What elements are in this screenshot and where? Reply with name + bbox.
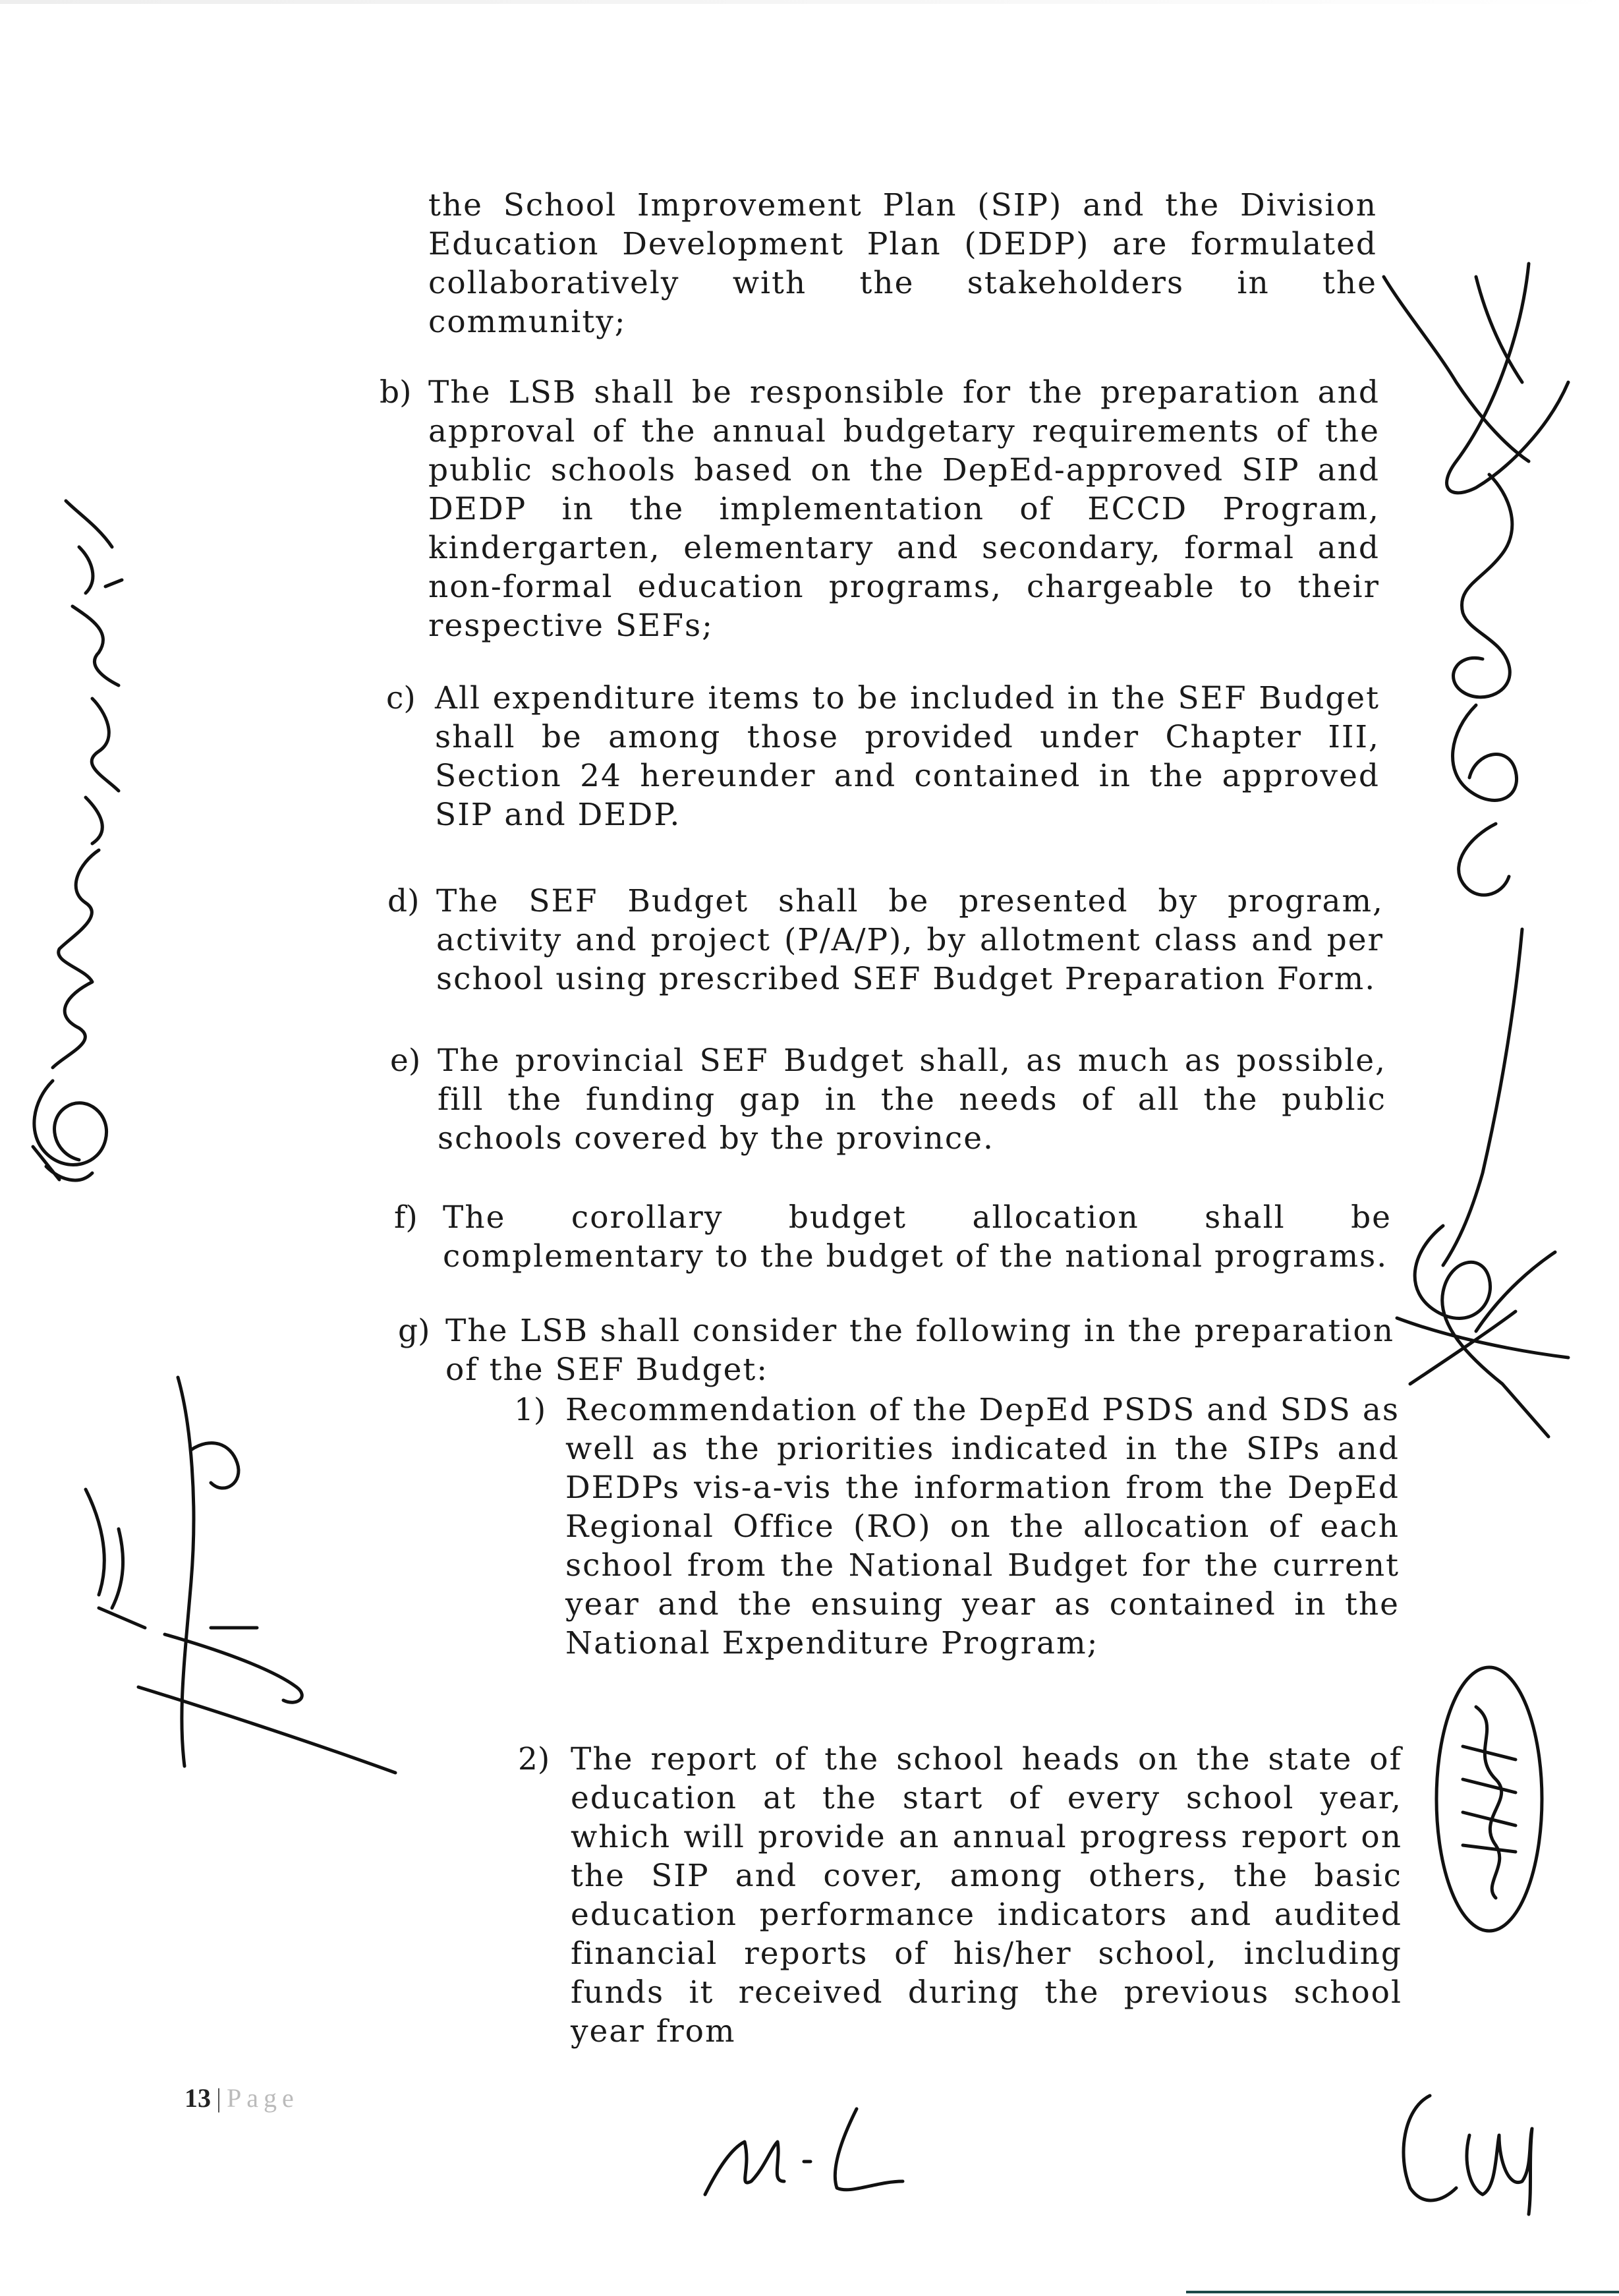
signature-right-5-icon: [1384, 2082, 1555, 2227]
signature-left-2-icon: [13, 837, 132, 1206]
item-text-b: The LSB shall be responsible for the preparation and approval of the annual budgetary requirements of the public schools based on the DepEd-approved SIP and DEDP in the implementation of ECCD Program, kindergarten, elementary and secondary, formal and non-formal education programs, chargeable to their respective SEFs;: [428, 374, 1380, 644]
item-text-c: All expenditure items to be included in the SEF Budget shall be among those provided under Chapter III, Section 24 hereunder and contained in the approved SIP and DEDP.: [435, 680, 1380, 833]
item-text-f: The corollary budget allocation shall be complementary to the budget of the national programs.: [443, 1199, 1392, 1275]
item-text-g: The LSB shall consider the following in the preparation of the SEF Budget:: [445, 1313, 1394, 1388]
page-label: Page: [227, 2083, 299, 2113]
signature-bottom-icon: [692, 2096, 929, 2214]
signature-right-3-icon: [1384, 923, 1595, 1463]
item-marker-g: g): [398, 1313, 430, 1349]
item-marker-d: d): [387, 883, 420, 919]
subitem-text-2: The report of the school heads on the state of education at the start of every school year, which will provide an annual progress report on the SIP and cover, among others, the basic education performance indicators and audited financial reports of his/her school, including funds it received during the previous school year from: [571, 1741, 1402, 2050]
item-text-e: The provincial SEF Budget shall, as much as possible, fill the funding gap in the needs of all the public schools covered by the province.: [438, 1043, 1386, 1157]
signature-right-4-icon: [1423, 1648, 1555, 1951]
page-number: 13: [185, 2083, 211, 2113]
subitem-marker-2: 2): [518, 1741, 550, 1777]
continuation-paragraph: the School Improvement Plan (SIP) and the Division Education Development Plan (DEDP) are formulated collaboratively with the stakeholders in the community;: [428, 187, 1377, 340]
item-marker-e: e): [390, 1043, 421, 1079]
page-footer: [185, 2082, 299, 2113]
item-marker-c: c): [386, 680, 416, 716]
scan-edge: [0, 0, 1619, 4]
item-text-d: The SEF Budget shall be presented by program, activity and project (P/A/P), by allotment class and per school using prescribed SEF Budget Preparation Form.: [436, 883, 1384, 997]
subitem-text-1: Recommendation of the DepEd PSDS and SDS as well as the priorities indicated in the SIPs and DEDPs vis-a-vis the information from the DepEd Regional Office (RO) on the allocation of each school from the National Budget for the current year and the ensuing year as contained in the National Expenditure Program;: [565, 1392, 1400, 1661]
subitem-marker-1: 1): [514, 1392, 546, 1428]
bottom-rule: [1186, 2291, 1619, 2293]
item-marker-f: f): [394, 1199, 418, 1236]
item-marker-b: b): [380, 374, 412, 411]
signature-left-3-icon: [59, 1318, 415, 1793]
footer-separator: |: [216, 2083, 222, 2113]
signature-right-2-icon: [1417, 455, 1548, 916]
signature-left-1-icon: [40, 488, 145, 857]
